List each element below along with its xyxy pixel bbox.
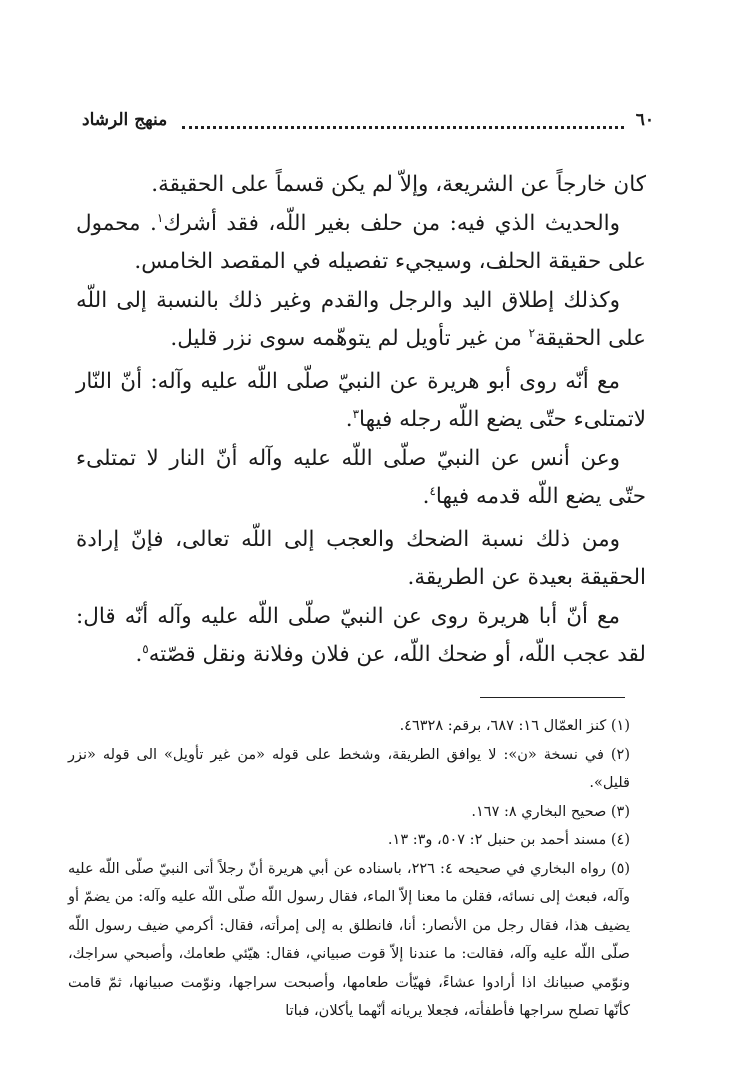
footnote-ref: ٥ [142,641,149,656]
footnote-4: (٤) مسند أحمد بن حنبل ٢: ٥٠٧، و٣: ١٣. [387,832,630,848]
paragraph-6 [76,521,646,598]
footnote-ref: ٣ [352,406,360,421]
paragraph-text: والحديث الذي فيه: من حلف بغير اللّه، فقد أشرك [163,210,620,236]
paragraph-text: مع أنّه روى أبو هريرة عن النبيّ صلّى اللّه عليه وآله: أنّ النّار لاتمتلىء حتّى يضع اللّه رجله فيها [76,368,646,432]
footnote-ref: ٤ [429,483,436,498]
page-header [82,110,654,140]
page-number: ٦٠ [635,110,654,130]
paragraph-text: . [345,407,353,432]
paragraph-3 [76,282,646,359]
paragraph-text: . محمول على حقيقة الحلف، وسيجيء تفصيله في المقصد الخامس. [76,210,646,274]
paragraph-1 [76,166,646,205]
paragraph-text: ومن ذلك نسبة الضحك والعجب إلى اللّه تعالى، فإنّ إرادة الحقيقة بعيدة عن الطريقة. [76,526,646,590]
footnote-5: (٥) رواه البخاري في صحيحه ٤: ٢٢٦، باسناده عن أبي هريرة أنّ رجلاً أتى النبيّ صلّى اللّه عليه وآله، فبعث إلى نسائه، فقلن ما معنا إلاّ الماء، فقال رسول اللّه صلّى اللّه عليه وآله: من يضمّ أو يضيف هذا، فقال رجل من الأنصار: أنا، فانطلق به إلى إمرأته، فقال: أكرمي ضيف رسول اللّه صلّى اللّه عليه وآله، فقالت: ما عندنا إلاّ قوت صبياني، فقال: هيّئي طعامك، وأصبحي سراجك، ونوّمي صبيانك اذا أرادوا عشاءً، فهيّأت طعامها، وأصبحت سراجها، ونوّمت صبيانها، ثمّ قامت كأنّها تصلح سراجها فأطفأته، فجعلا يريانه أنّهما يأكلان، فباتا [68,860,631,1019]
paragraph-text: وكذلك إطلاق اليد والرجل والقدم وغير ذلك بالنسبة إلى اللّه على الحقيقة [76,287,646,351]
paragraph-text: . [422,484,430,509]
paragraph-4 [76,363,646,440]
paragraph-5 [76,440,646,517]
main-text [76,166,646,675]
footnote-3: (٣) صحيح البخاري ٨: ١٦٧. [471,803,630,820]
paragraph-7 [76,598,646,675]
running-title: منهج الرشاد [82,110,168,130]
footnote-1: (١) كنز العمّال ١٦: ٦٨٧، برقم: ٤٦٣٢٨. [399,718,630,734]
footnote-ref: ١ [156,210,164,225]
paragraph-text: من غير تأويل لم يتوهّمه سوى نزر قليل. [170,326,529,351]
footnote-separator [480,697,625,698]
paragraph-text: وعن أنس عن النبيّ صلّى اللّه عليه وآله أنّ النار لا تمتلىء حتّى يضع اللّه قدمه فيها [76,445,646,509]
paragraph-text: كان خارجاً عن الشريعة، وإلاّ لم يكن قسماً على الحقيقة. [151,172,646,197]
paragraph-text: مع أنّ أبا هريرة روى عن النبيّ صلّى اللّه عليه وآله أنّه قال: لقد عجب اللّه، أو ضحك اللّه، عن فلان وفلانة ونقل قصّته [76,603,646,667]
footnotes [68,712,630,1026]
paragraph-2 [76,205,646,282]
footnote-2: (٢) في نسخة «ن»: لا يوافق الطريقة، وشخط على قوله «من غير تأويل» الى قوله «نزر قليل». [68,746,630,791]
footnote-ref: ٢ [528,325,536,340]
leader-dots [182,116,624,129]
paragraph-text: . [135,642,143,667]
